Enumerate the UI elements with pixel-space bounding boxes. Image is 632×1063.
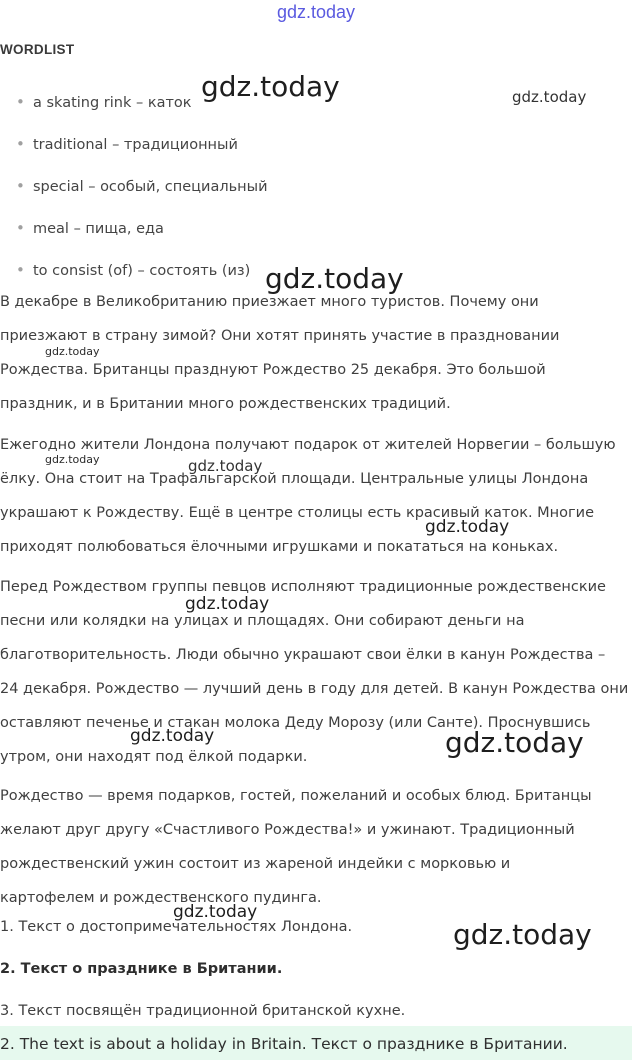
wordlist-heading: WORDLIST: [0, 42, 75, 57]
watermark: gdz.today: [265, 262, 404, 295]
bullet-icon: •: [16, 177, 25, 195]
watermark: gdz.today: [512, 88, 587, 106]
watermark: gdz.today: [173, 902, 258, 922]
watermark: gdz.today: [201, 70, 340, 103]
wordlist-item: • traditional – традиционный: [16, 135, 238, 153]
text-paragraph-3: Перед Рождеством группы певцов исполняют традиционные рождественские песни или колядки на улицах и площадях. Они собирают деньги на благотворительность. Люди обычно украшают свои ёлки в канун Рождества – 24 декабря. Рождество — лучший день в году для детей. В канун Рождества они оставляют печенье и стакан молока Деду Морозу (или Санте). Проснувшись утром, они находят под ёлкой подарки.: [0, 579, 629, 765]
watermark: gdz.today: [130, 726, 215, 746]
wordlist-item: • special – особый, специальный: [16, 177, 268, 195]
text-paragraph-4: Рождество — время подарков, гостей, пожеланий и особых блюд. Британцы желают друг другу «Счастливого Рождества!» и ужинают. Традиционный рождественский ужин состоит из жареной индейки с морковью и картофелем и рождественского пудинга.: [0, 788, 592, 906]
text-paragraph-1: В декабре в Великобританию приезжает много туристов. Почему они приезжают в страну зимой? Они хотят принять участие в праздновании Рождества. Британцы празднуют Рождество 25 декабря. Это большой праздник, и в Британии много рождественских традиций.: [0, 294, 560, 412]
bullet-icon: •: [16, 93, 25, 111]
wordlist-item: • to consist (of) – состоять (из): [16, 261, 251, 279]
watermark: gdz.today: [185, 594, 270, 614]
watermark: gdz.today: [45, 453, 100, 466]
bullet-icon: •: [16, 261, 25, 279]
option-1: 1. Текст о достопримечательностях Лондона.: [0, 919, 353, 935]
wordlist-item: • a skating rink – каток: [16, 93, 192, 111]
option-2: 2. Текст о празднике в Британии.: [0, 961, 283, 977]
answer-highlight: 2. The text is about a holiday in Britain. Текст о празднике в Британии.: [0, 1026, 632, 1060]
option-3: 3. Текст посвящён традиционной британской кухне.: [0, 1003, 406, 1019]
watermark: gdz.today: [445, 726, 584, 759]
bullet-icon: •: [16, 135, 25, 153]
bullet-icon: •: [16, 219, 25, 237]
top-watermark: gdz.today: [276, 2, 356, 22]
watermark: gdz.today: [425, 517, 510, 537]
text-paragraph-2: Ежегодно жители Лондона получают подарок от жителей Норвегии – большую ёлку. Она стоит на Трафальгарской площади. Центральные улицы Лондона украшают к Рождеству. Ещё в центре столицы есть красивый каток. Многие приходят полюбоваться ёлочными игрушками и покататься на коньках.: [0, 437, 616, 555]
watermark: gdz.today: [188, 457, 263, 475]
watermark: gdz.today: [45, 345, 100, 358]
wordlist-item: • meal – пища, еда: [16, 219, 164, 237]
watermark: gdz.today: [453, 918, 592, 951]
